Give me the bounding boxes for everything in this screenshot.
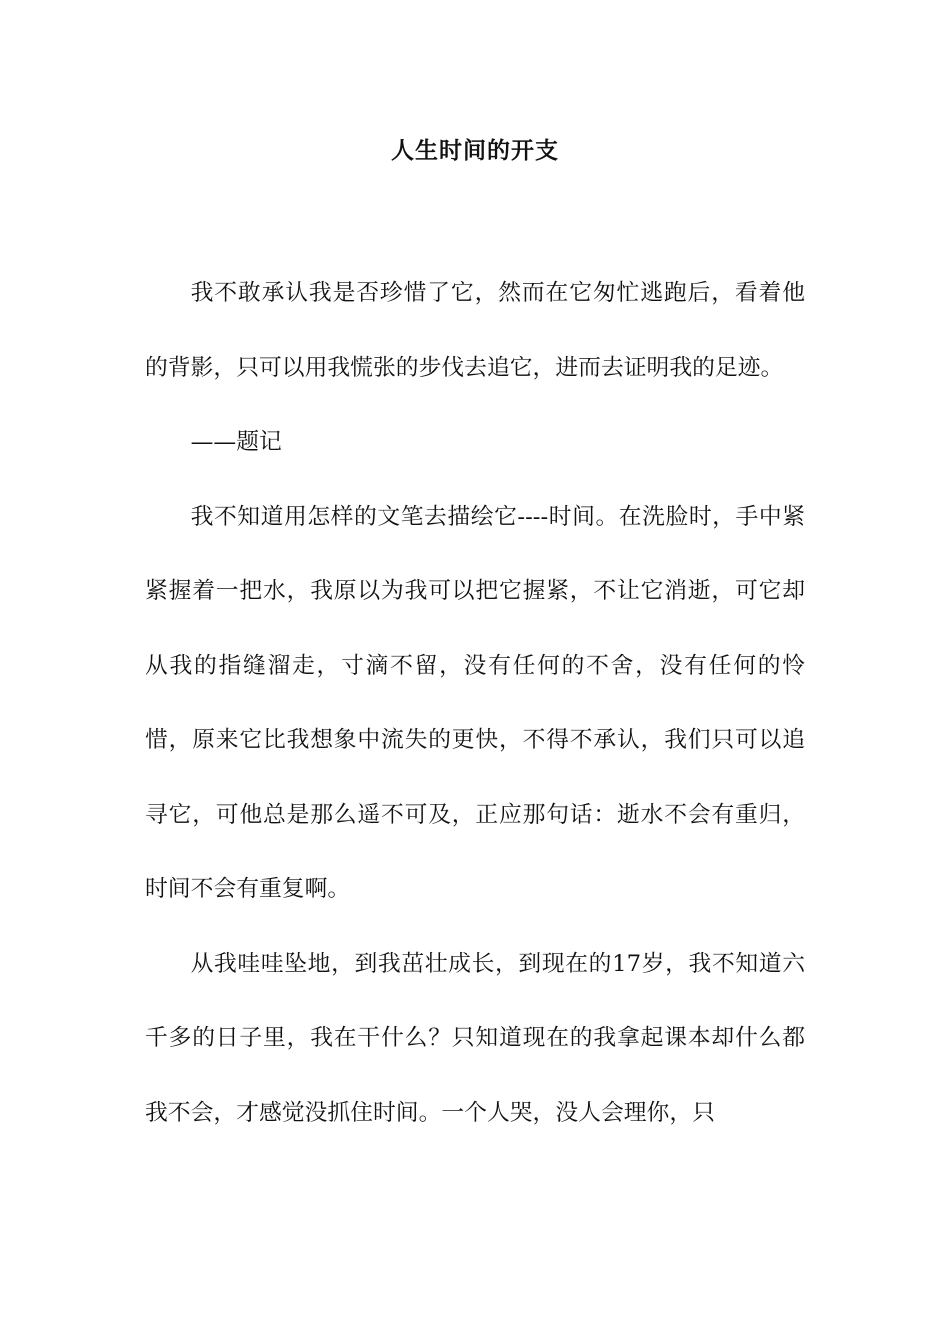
paragraph-growing-up: 从我哇哇坠地，到我茁壮成长，到现在的17岁，我不知道六千多的日子里，我在干什么？只知道现在的我拿起课本却什么都我不会，才感觉没抓住时间。一个人哭，没人会理你，只 [145,950,805,1126]
paragraph-inscription: ——题记 [190,429,282,455]
document-body [145,256,805,1150]
paragraph-time-description: 我不知道用怎样的文笔去描绘它----时间。在洗脸时，手中紧紧握着一把水，我原以为我可以把它握紧，不让它消逝，可它却从我的指缝溜走，寸滴不留，没有任何的不舍，没有任何的怜惜，原来它比我想象中流失的更快，不得不承认，我们只可以追寻它，可他总是那么遥不可及，正应那句话：逝水不会有重归，时间不会有重复啊。 [145,503,805,902]
document-title: 人生时间的开支 [391,138,559,164]
paragraph-intro: 我不敢承认我是否珍惜了它，然而在它匆忙逃跑后，看着他的背影，只可以用我慌张的步伐去追它，进而去证明我的足迹。 [145,280,805,381]
